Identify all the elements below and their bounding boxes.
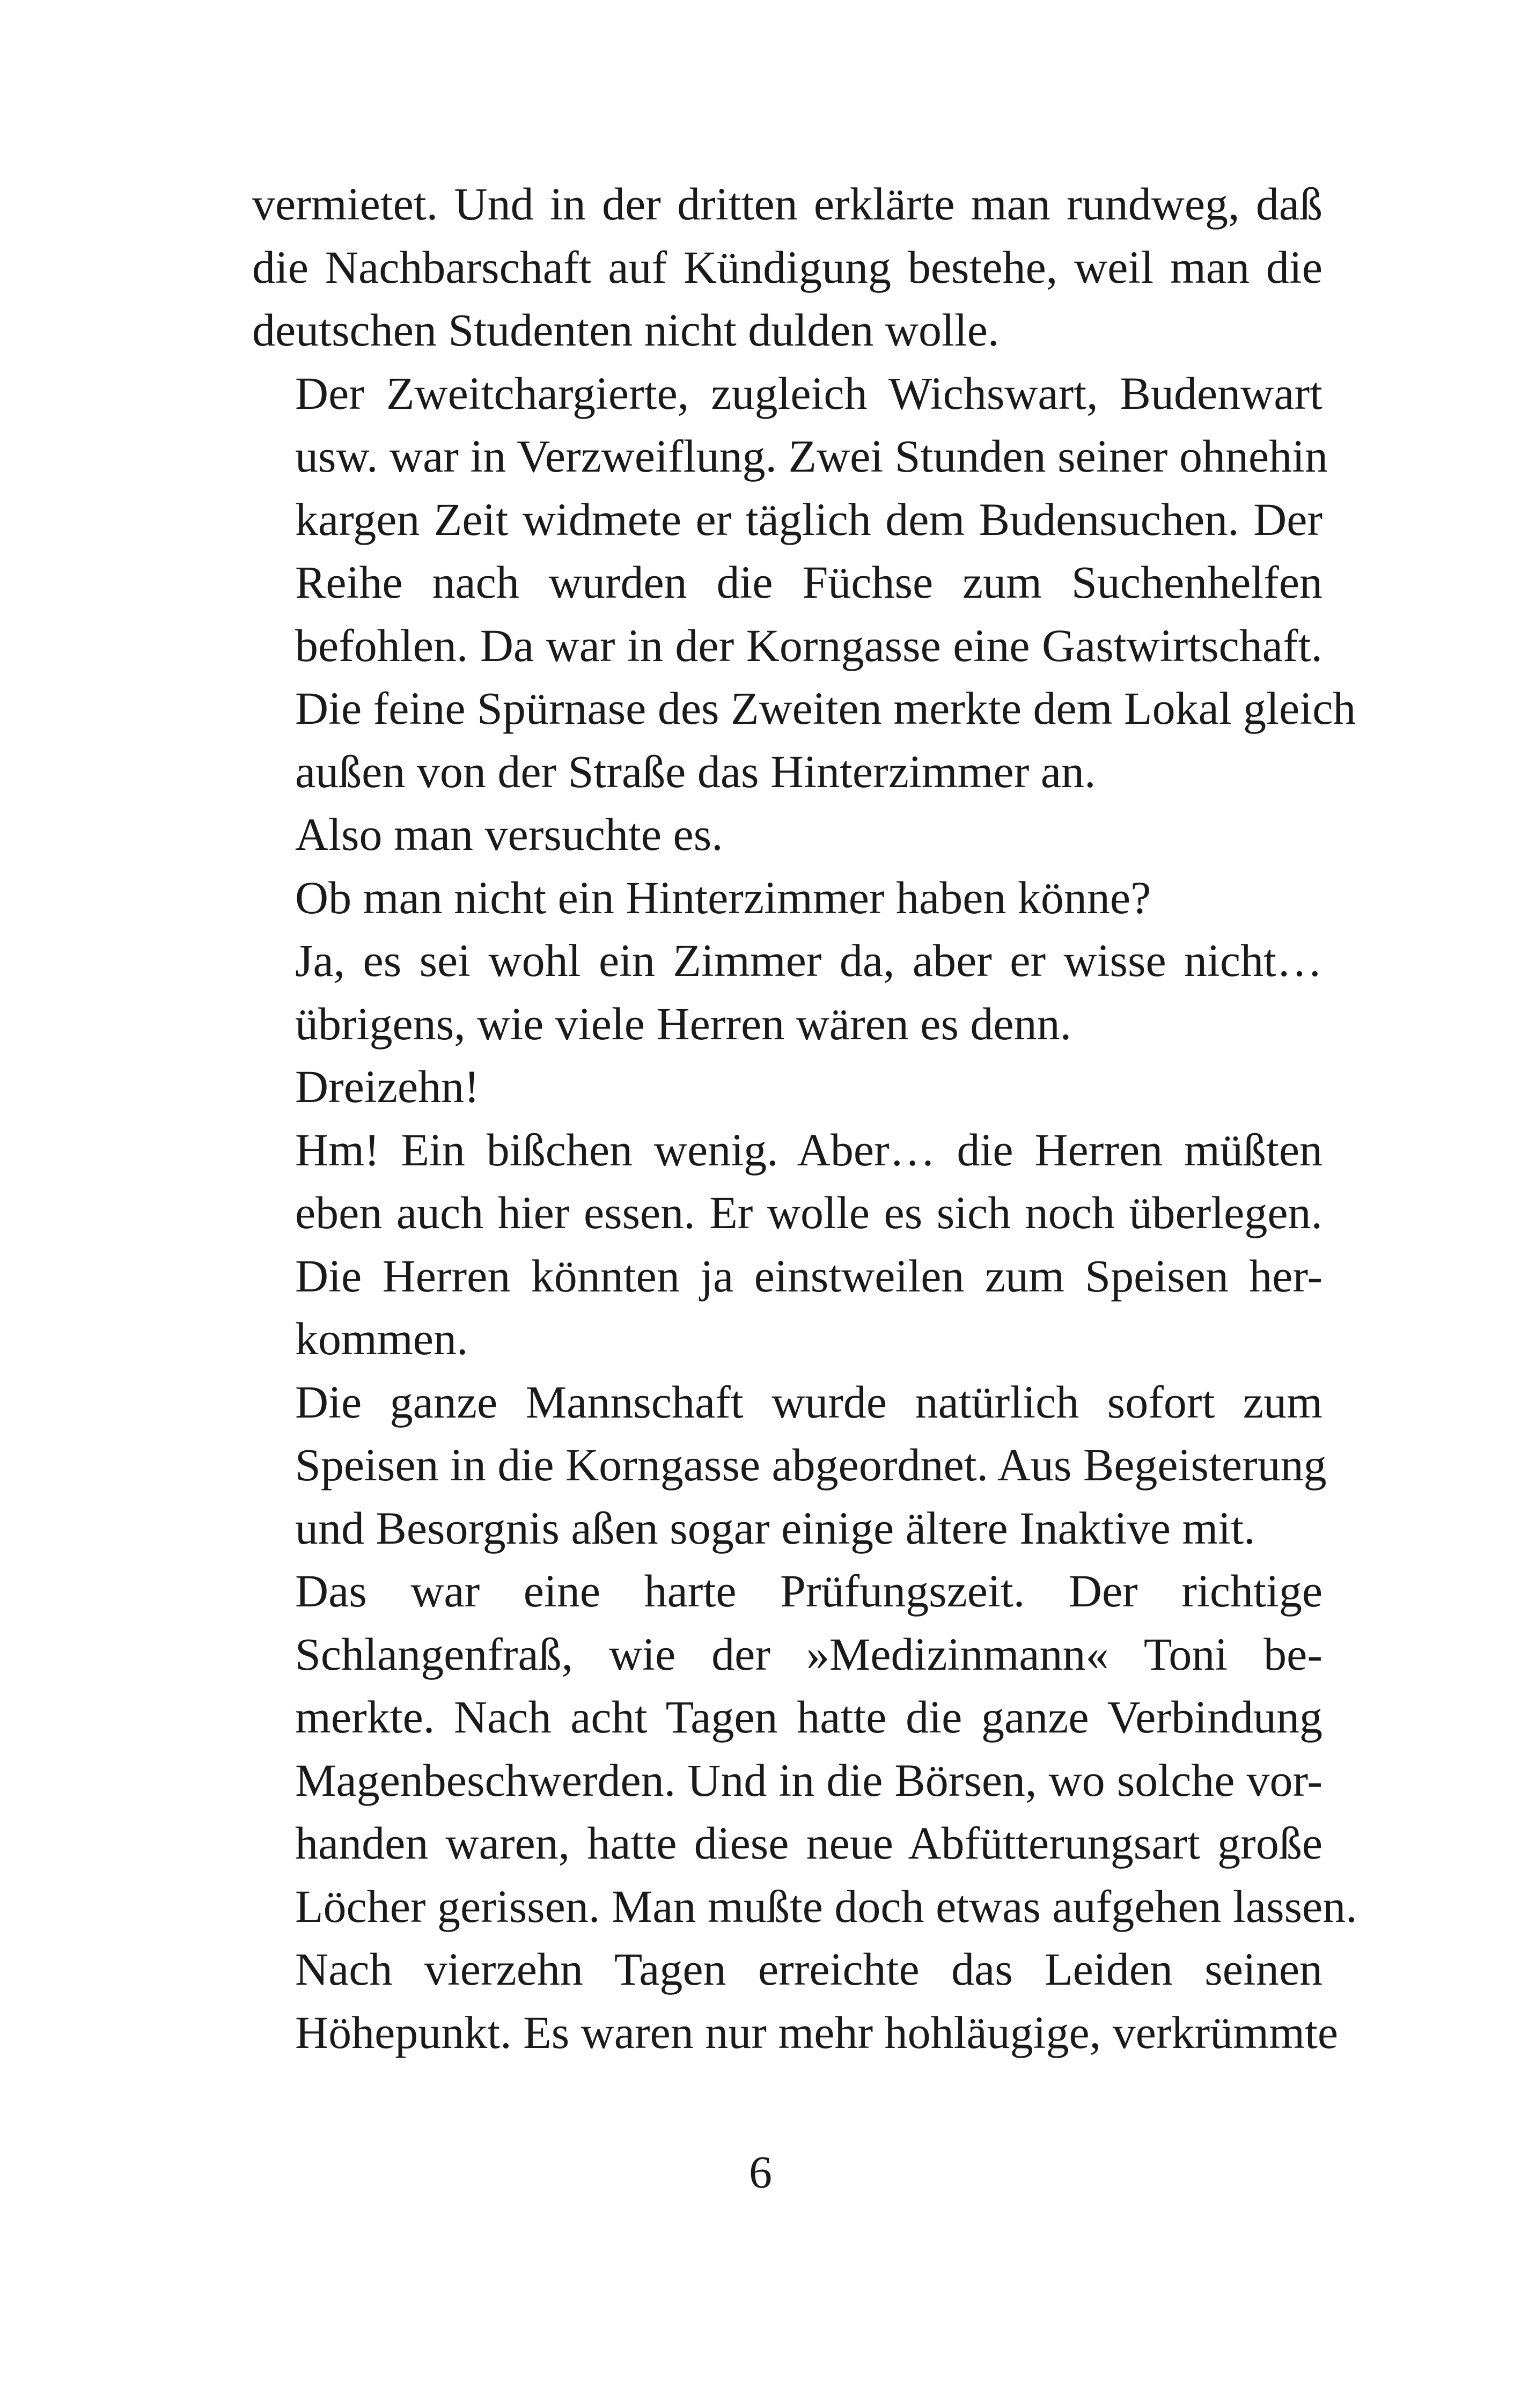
- text-line: Löcher gerissen. Man mußte doch etwas aufgehen lassen.: [295, 1880, 1357, 1932]
- text-line: Die feine Spürnase des Zweiten merkte dem Lokal gleich: [295, 682, 1356, 734]
- text-line: Magenbeschwerden. Und in die Börsen, wo solche vor-: [295, 1754, 1322, 1806]
- paragraph: [252, 1560, 1357, 1938]
- text-line: Schlangenfraß, wie der »Medizinmann« Toni be-: [295, 1628, 1322, 1680]
- text-line: Die ganze Mannschaft wurde natürlich sofort zum: [295, 1376, 1322, 1428]
- paragraph: [252, 173, 1322, 362]
- paragraph: [252, 1938, 1339, 2064]
- text-line: Das war eine harte Prüfungszeit. Der richtige: [295, 1565, 1322, 1617]
- paragraph: [252, 867, 1322, 930]
- body-text: [252, 173, 1357, 2064]
- text-line: Die Herren könnten ja einstweilen zum Speisen her-: [295, 1250, 1322, 1302]
- paragraph: [252, 929, 1322, 1055]
- text-line: Reihe nach wurden die Füchse zum Suchenhelfen: [295, 556, 1322, 608]
- text-line: Nach vierzehn Tagen erreichte das Leiden seinen: [295, 1943, 1322, 1995]
- text-line: die Nachbarschaft auf Kündigung bestehe, weil man die: [252, 241, 1322, 293]
- text-line: handen waren, hatte diese neue Abfütterungsart große: [295, 1817, 1322, 1869]
- text-line: merkte. Nach acht Tagen hatte die ganze Verbindung: [295, 1691, 1322, 1743]
- text-line: Ob man nicht ein Hinterzimmer haben könne?: [295, 871, 1151, 923]
- text-line: Also man versuchte es.: [295, 809, 723, 860]
- text-line: kargen Zeit widmete er täglich dem Budensuchen. Der: [295, 493, 1322, 545]
- paragraph: [252, 1055, 1322, 1119]
- text-line: eben auch hier essen. Er wolle es sich noch überlegen.: [295, 1187, 1322, 1238]
- text-line: usw. war in Verzweiflung. Zwei Stunden seiner ohnehin: [295, 430, 1328, 482]
- text-line: befohlen. Da war in der Korngasse eine Gastwirtschaft.: [295, 619, 1322, 671]
- paragraph: [252, 803, 1322, 867]
- text-line: und Besorgnis aßen sogar einige ältere Inaktive mit.: [295, 1502, 1255, 1554]
- paragraph: [252, 362, 1356, 804]
- text-line: Höhepunkt. Es waren nur mehr hohläugige, verkrümmte: [295, 2006, 1339, 2058]
- text-line: Hm! Ein bißchen wenig. Aber… die Herren müßten: [295, 1124, 1322, 1176]
- text-line: außen von der Straße das Hinterzimmer an.: [295, 745, 1096, 797]
- text-line: deutschen Studenten nicht dulden wolle.: [252, 304, 1000, 356]
- text-line: kommen.: [295, 1313, 468, 1364]
- text-line: Speisen in die Korngasse abgeordnet. Aus Begeisterung: [295, 1439, 1327, 1491]
- text-line: Dreizehn!: [295, 1061, 480, 1112]
- text-line: Ja, es sei wohl ein Zimmer da, aber er wisse nicht…: [295, 935, 1322, 986]
- text-line: Der Zweitchargierte, zugleich Wichswart, Budenwart: [295, 367, 1322, 419]
- paragraph: [252, 1119, 1322, 1371]
- page-number: 6: [749, 2146, 772, 2198]
- text-line: übrigens, wie viele Herren wären es denn.: [295, 997, 1072, 1049]
- paragraph: [252, 1371, 1327, 1560]
- text-line: vermietet. Und in der dritten erklärte man rundweg, daß: [252, 178, 1322, 230]
